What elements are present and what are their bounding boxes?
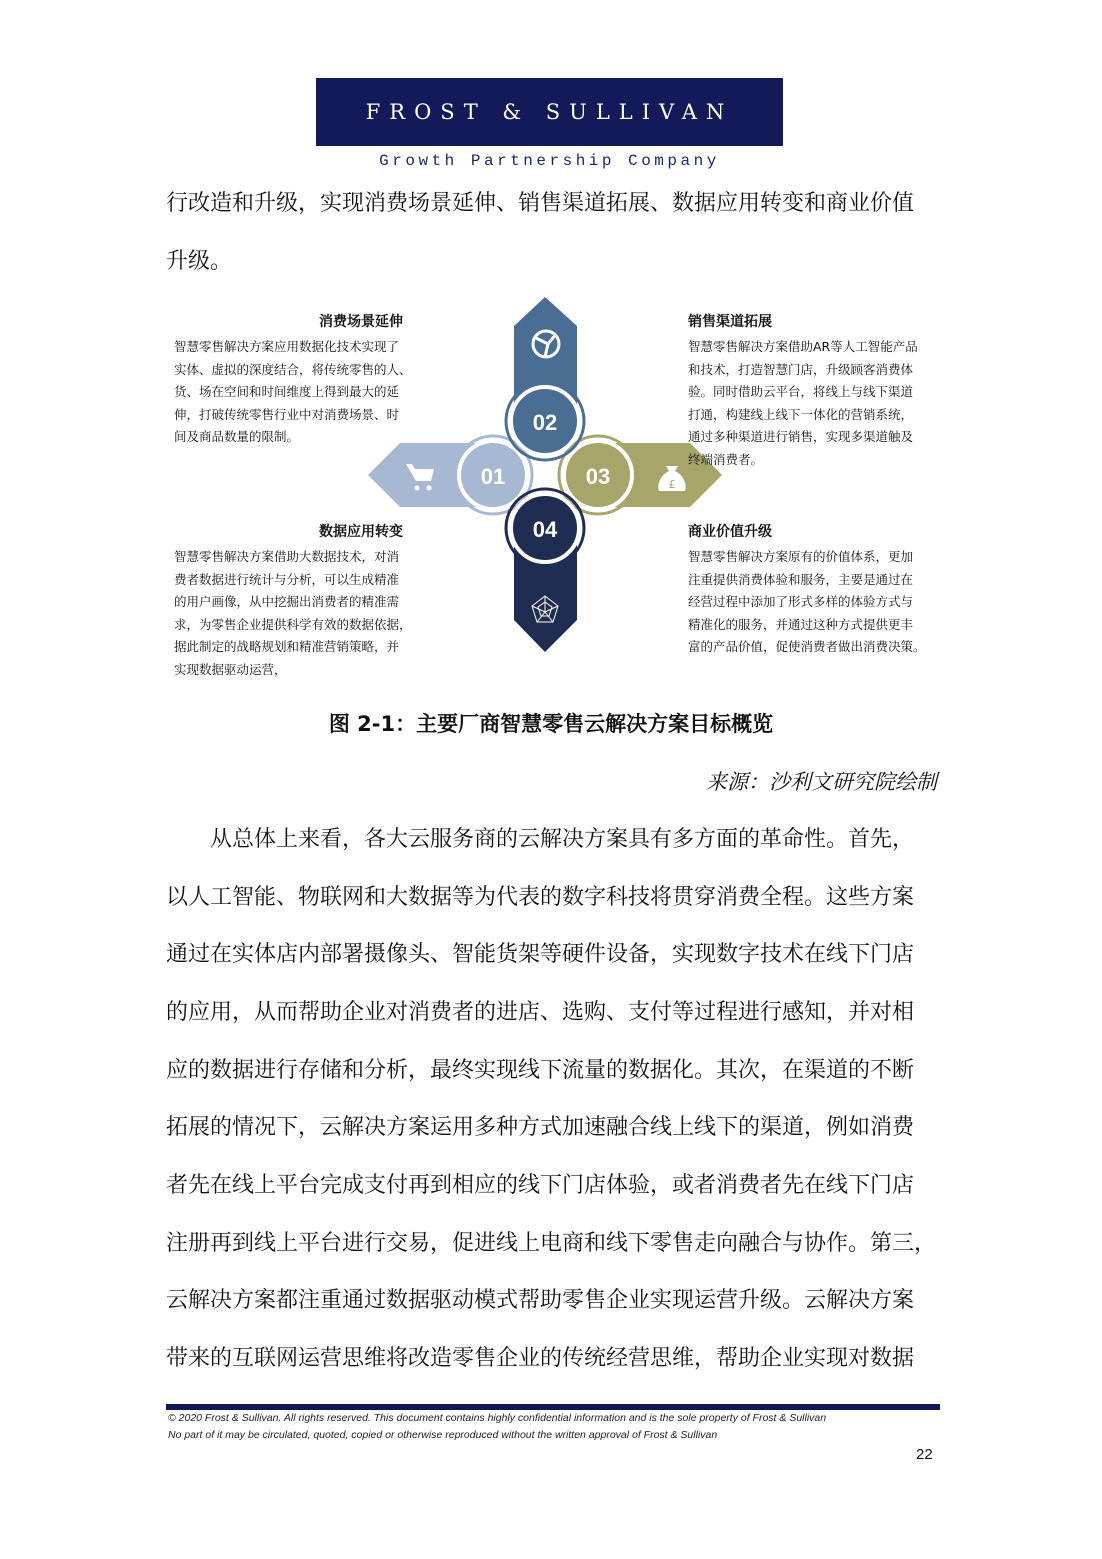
circle-02 bbox=[506, 382, 584, 460]
body-line: 以人工智能、物联网和大数据等为代表的数字科技将贯穿消费全程。这些方案 bbox=[166, 885, 915, 910]
body-line: 应的数据进行存储和分析，最终实现线下流量的数据化。其次，在渠道的不断 bbox=[166, 1058, 915, 1083]
desc-line: 智慧零售解决方案借助AR等人工智能产品 bbox=[688, 339, 918, 354]
intro-line: 行改造和升级，实现消费场景延伸、销售渠道拓展、数据应用转变和商业价值 bbox=[166, 191, 915, 216]
footer-rule bbox=[166, 1404, 940, 1410]
circle-03 bbox=[559, 436, 637, 514]
item-desc-business-value bbox=[688, 546, 924, 659]
number-04: 04 bbox=[532, 517, 558, 542]
desc-line: 据此制定的战略规划和精准营销策略，并 bbox=[174, 639, 400, 654]
figure-caption: 图 2-1：主要厂商智慧零售云解决方案目标概览 bbox=[328, 712, 774, 736]
body-line: 注册再到线上平台进行交易，促进线上电商和线下零售走向融合与协作。第三， bbox=[166, 1231, 937, 1256]
body-line: 云解决方案都注重通过数据驱动模式帮助零售企业实现运营升级。云解决方案 bbox=[166, 1288, 915, 1313]
desc-line: 货、场在空间和时间维度上得到最大的延 bbox=[174, 384, 400, 399]
desc-line: 精准化的服务，并通过这种方式提供更丰 bbox=[688, 616, 914, 632]
intro-line: 升级。 bbox=[166, 249, 233, 274]
body-line: 带来的互联网运营思维将改造零售企业的传统经营思维，帮助企业实现对数据 bbox=[166, 1346, 915, 1371]
desc-line: 和技术，打造智慧门店，升级顾客消费体 bbox=[688, 361, 914, 377]
desc-line: 通过多种渠道进行销售，实现多渠道触及 bbox=[688, 429, 914, 444]
desc-line: 间及商品数量的限制。 bbox=[174, 429, 300, 444]
number-03: 03 bbox=[585, 464, 611, 489]
desc-line: 实现数据驱动运营， bbox=[174, 661, 287, 677]
desc-line: 伸，打破传统零售行业中对消费场景、时 bbox=[174, 406, 400, 422]
circle-04 bbox=[506, 489, 584, 567]
item-title-business-value: 商业价值升级 bbox=[688, 524, 772, 540]
desc-line: 打通，构建线上线下一体化的营销系统， bbox=[688, 406, 914, 422]
desc-line: 实体、虚拟的深度结合，将传统零售的人、 bbox=[174, 361, 412, 377]
desc-line: 的用户画像，从中挖掘出消费者的精准需 bbox=[174, 594, 400, 609]
desc-line: 终端消费者。 bbox=[688, 451, 764, 467]
page-number: 22 bbox=[916, 1446, 933, 1463]
desc-line: 验。同时借助云平台，将线上与线下渠道 bbox=[688, 384, 914, 399]
footer-copyright: © 2020 Frost & Sullivan. All rights reserved. This document contains highly confidential information and is the sole property of Frost & Sullivan bbox=[168, 1412, 827, 1424]
logo-tagline: Growth Partnership Company bbox=[379, 152, 720, 170]
item-title-sales-channel: 销售渠道拓展 bbox=[688, 314, 772, 330]
desc-line: 富的产品价值，促使消费者做出消费决策。 bbox=[688, 639, 926, 654]
desc-line: 注重提供消费体验和服务，主要是通过在 bbox=[688, 571, 914, 587]
desc-line: 经营过程中添加了形式多样的体验方式与 bbox=[688, 594, 914, 609]
item-desc-sales-channel bbox=[688, 336, 924, 471]
desc-line: 智慧零售解决方案借助大数据技术，对消 bbox=[174, 549, 400, 564]
number-01: 01 bbox=[480, 464, 506, 489]
body-line: 者先在线上平台完成支付再到相应的线下门店体验，或者消费者先在线下门店 bbox=[166, 1173, 915, 1198]
body-line: 从总体上来看，各大云服务商的云解决方案具有多方面的革命性。首先， bbox=[210, 827, 915, 852]
body-line: 拓展的情况下，云解决方案运用多种方式加速融合线上线下的渠道，例如消费 bbox=[166, 1115, 915, 1140]
body-line: 通过在实体店内部署摄像头、智能货架等硬件设备，实现数字技术在线下门店 bbox=[166, 942, 915, 967]
footer-notice: No part of it may be circulated, quoted, copied or otherwise reproduced without the written approval of Frost & Sullivan bbox=[168, 1429, 718, 1441]
desc-line: 智慧零售解决方案原有的价值体系，更加 bbox=[688, 549, 914, 564]
desc-line: 费者数据进行统计与分析，可以生成精准 bbox=[174, 571, 400, 587]
desc-line: 智慧零售解决方案应用数据化技术实现了 bbox=[174, 339, 400, 354]
svg-text:£: £ bbox=[668, 478, 676, 491]
number-02: 02 bbox=[532, 410, 558, 435]
desc-line: 求，为零售企业提供科学有效的数据依据， bbox=[174, 616, 412, 632]
frost-sullivan-logo: FROST & SULLIVAN bbox=[316, 78, 783, 146]
item-title-consumption-scene: 消费场景延伸 bbox=[319, 314, 403, 330]
item-desc-consumption-scene bbox=[174, 336, 410, 449]
body-line: 的应用，从而帮助企业对消费者的进店、选购、支付等过程进行感知，并对相 bbox=[166, 1000, 915, 1025]
four-arm-diagram bbox=[0, 0, 1102, 720]
item-desc-data-application bbox=[174, 546, 410, 681]
figure-source: 来源：沙利文研究院绘制 bbox=[706, 770, 937, 794]
item-title-data-application: 数据应用转变 bbox=[319, 524, 403, 540]
